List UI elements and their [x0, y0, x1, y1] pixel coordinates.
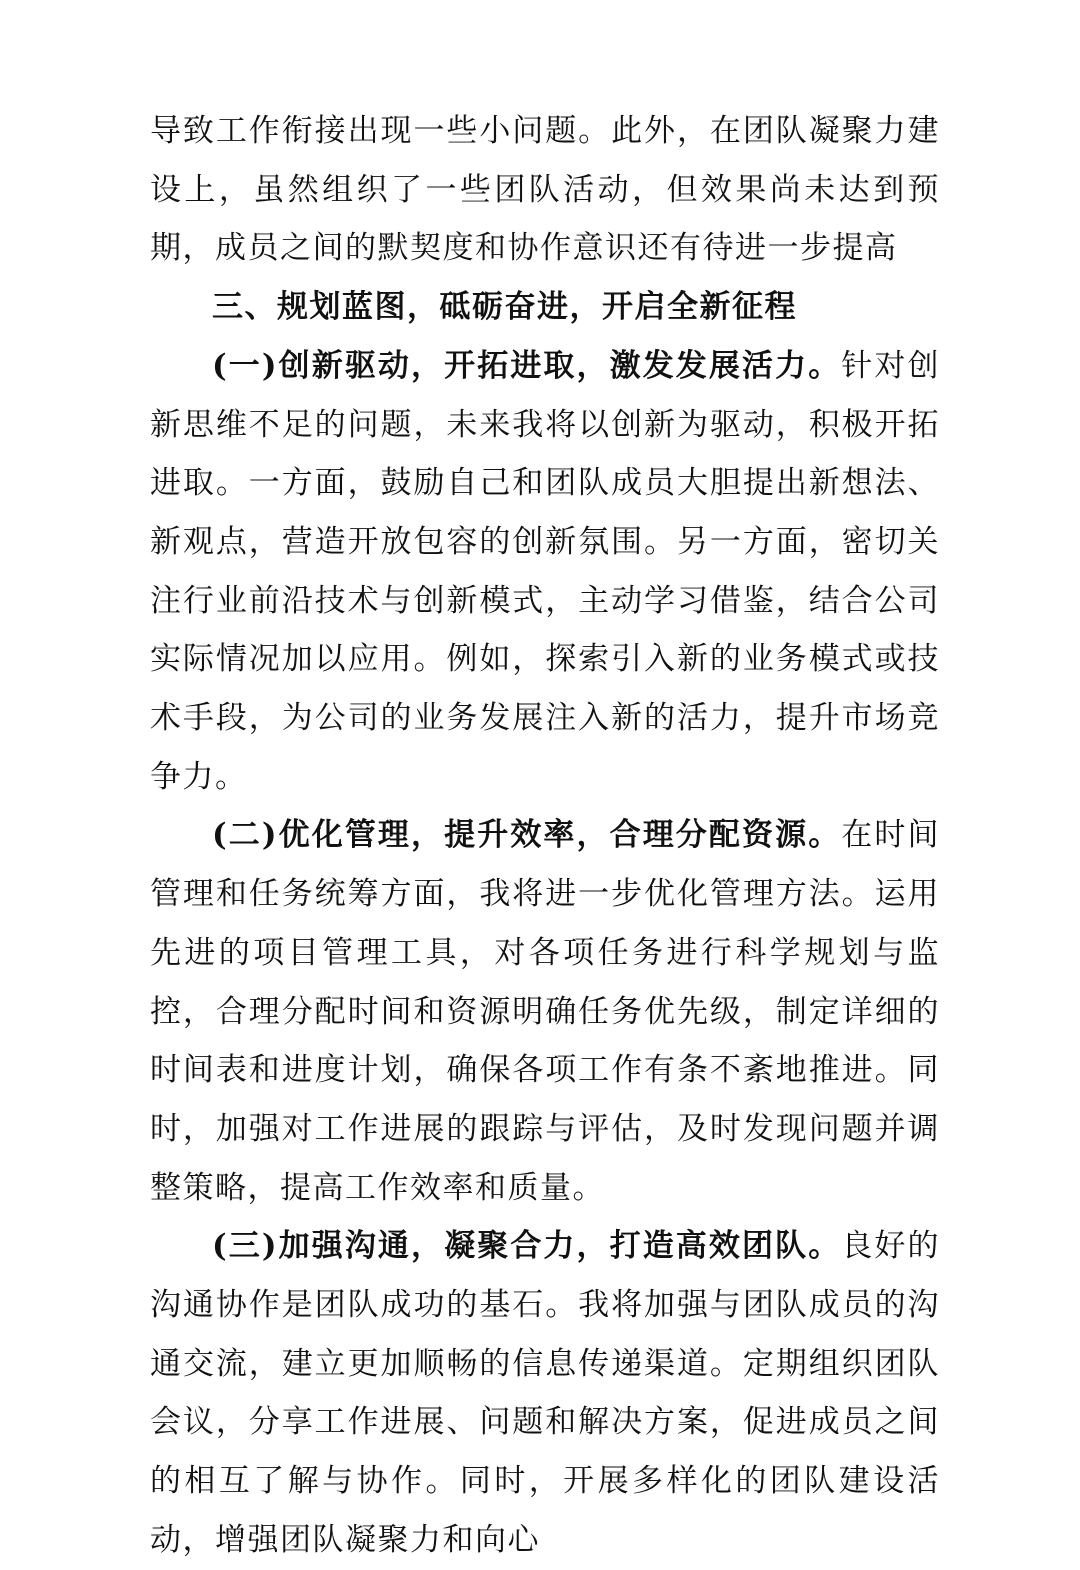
list-item-communication [150, 1217, 940, 1569]
item-lead: (一)创新驱动，开拓进取，激发发展活力。 [212, 347, 842, 384]
list-item-innovation [150, 337, 940, 807]
item-body: 针对创新思维不足的问题，未来我将以创新为驱动，积极开拓进取。一方面，鼓励自己和团队成员大胆提出新想法、新观点，营造开放包容的创新氛围。另一方面，密切关注行业前沿技术与创新模式，主动学习借鉴，结合公司实际情况加以应用。例如，探索引入新的业务模式或技术手段，为公司的业务发展注入新的活力，提升市场竞争力。 [150, 347, 940, 795]
item-body: 良好的沟通协作是团队成功的基石。我将加强与团队成员的沟通交流，建立更加顺畅的信息传递渠道。定期组织团队会议，分享工作进展、问题和解决方案，促进成员之间的相互了解与协作。同时，开展多样化的团队建设活动，增强团队凝聚力和向心 [150, 1228, 940, 1558]
list-item-management [150, 806, 940, 1217]
item-body: 在时间管理和任务统筹方面，我将进一步优化管理方法。运用先进的项目管理工具，对各项任务进行科学规划与监控，合理分配时间和资源明确任务优先级，制定详细的时间表和进度计划，确保各项工作有条不紊地推进。同时，加强对工作进展的跟踪与评估，及时发现问题并调整策略，提高工作效率和质量。 [150, 817, 940, 1206]
section-heading: 三、规划蓝图，砥砺奋进，开启全新征程 [212, 289, 797, 326]
paragraph-continued: 导致工作衔接出现一些小问题。此外，在团队凝聚力建设上，虽然组织了一些团队活动，但效果尚未达到预期，成员之间的默契度和协作意识还有待进一步提高 [150, 113, 940, 267]
item-lead: (三)加强沟通，凝聚合力，打造高效团队。 [212, 1228, 842, 1265]
document-body [150, 102, 940, 1570]
item-lead: (二)优化管理，提升效率，合理分配资源。 [212, 817, 842, 854]
